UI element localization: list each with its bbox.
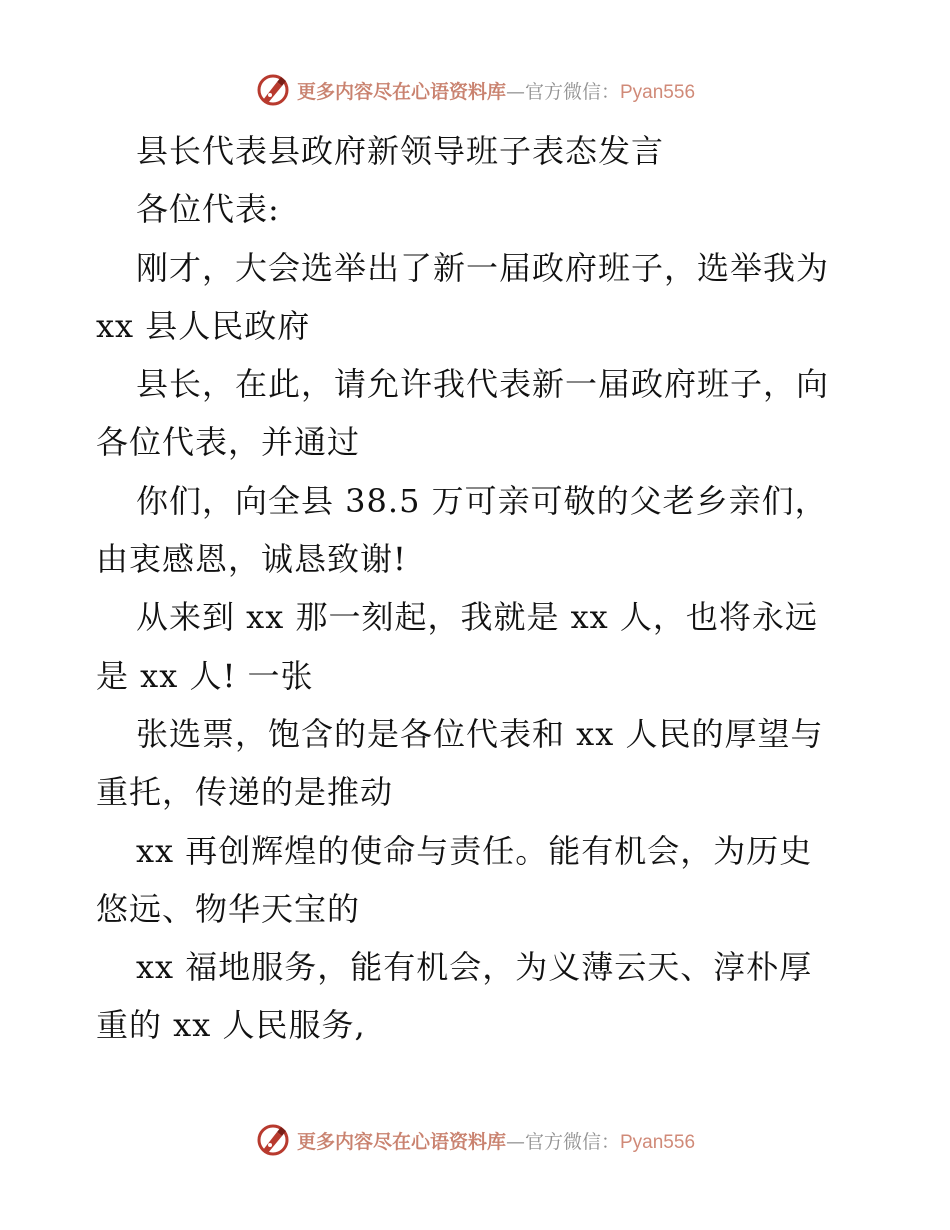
banner-separator: —: [505, 80, 525, 103]
banner-main-text: 更多内容尽在心语资料库: [296, 1130, 506, 1153]
banner-main-text: 更多内容尽在心语资料库: [296, 80, 506, 103]
footer-watermark-banner: [0, 1122, 950, 1158]
paragraph-line: xx 县人民政府: [96, 306, 311, 345]
banner-separator: —: [505, 1130, 525, 1153]
paragraph-line: 各位代表，并通过: [96, 423, 361, 462]
paragraph-line: 你们，向全县 38.5 万可亲可敬的父老乡亲们，: [136, 481, 828, 520]
header-banner-text: [297, 77, 695, 104]
paragraph-line: 从来到 xx 那一刻起，我就是 xx 人，也将永远: [136, 598, 818, 637]
banner-wechat-id: Pyan556: [620, 1131, 696, 1153]
paragraph-line: 重托，传递的是推动: [96, 773, 394, 812]
paragraph-line: 县长，在此，请允许我代表新一届政府班子，向: [136, 365, 830, 404]
document-salutation: 各位代表:: [136, 190, 280, 229]
paragraph-line: 重的 xx 人民服务,: [96, 1006, 366, 1045]
banner-wechat-id: Pyan556: [620, 81, 696, 103]
paragraph-line: xx 福地服务，能有机会，为义薄云天、淳朴厚: [136, 948, 813, 987]
document-title: 县长代表县政府新领导班子表态发言: [136, 132, 665, 170]
pen-logo-icon: [255, 1122, 291, 1158]
footer-banner-text: [297, 1127, 695, 1154]
paragraph-line: 悠远、物华天宝的: [96, 889, 361, 928]
paragraph-line: xx 再创辉煌的使命与责任。能有机会，为历史: [136, 831, 813, 870]
paragraph-line: 是 xx 人! 一张: [96, 656, 314, 695]
paragraph-line: 刚才，大会选举出了新一届政府班子，选举我为: [136, 248, 830, 287]
paragraph-line: 由衷感恩，诚恳致谢!: [96, 540, 407, 579]
document-body: [96, 122, 856, 1055]
banner-wechat-label: 官方微信：: [524, 80, 620, 103]
header-watermark-banner: [0, 72, 950, 108]
paragraph-line: 张选票，饱含的是各位代表和 xx 人民的厚望与: [136, 714, 824, 753]
banner-wechat-label: 官方微信：: [524, 1130, 620, 1153]
pen-logo-icon: [255, 72, 291, 108]
